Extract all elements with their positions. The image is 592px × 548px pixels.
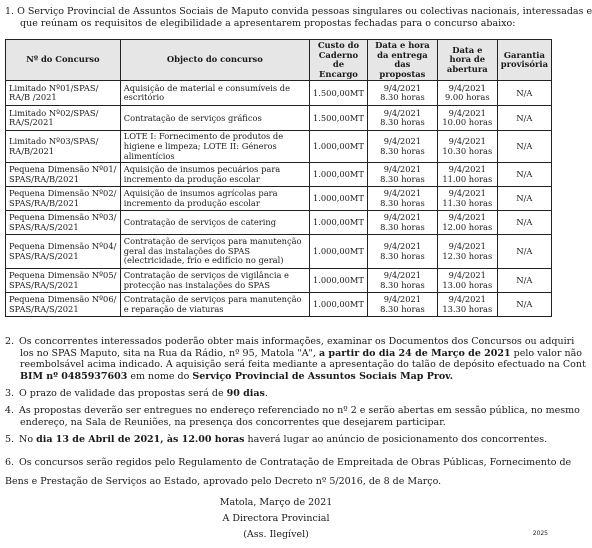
- p2-line-3: reembolsável acima indicado. A aquisição será feita mediante a apresentação do talão de depósito efectuado na Cont: [20, 359, 586, 370]
- cell-object: Aquisição de insumos pecuários para incremento da produção escolar: [120, 163, 309, 187]
- cell-object: Contratação de serviços para manutenção e reparação de viaturas: [120, 293, 309, 317]
- paragraph-4: [5, 405, 580, 428]
- cell-opening: 9/4/2021 11.00 horas: [437, 163, 497, 187]
- cell-delivery: 9/4/2021 8.30 horas: [367, 269, 437, 293]
- cell-num: Pequena Dimensão Nº04/ SPAS/RA/S/2021: [6, 235, 121, 269]
- cell-object: Contratação de serviços de catering: [120, 211, 309, 235]
- paragraph-5: 5. No dia 13 de Abril de 2021, às 12.00 horas haverá lugar ao anúncio de posicionamento dos concorrentes.: [5, 434, 548, 445]
- cell-object: Contratação de serviços gráficos: [120, 106, 309, 131]
- p2-line-2: los no SPAS Maputo, sita na Rua da Rádio, nº 95, Matola "A", a partir do dia 24 de Março de 2021 pelo valor não: [20, 347, 582, 359]
- cell-num: Pequena Dimensão Nº05/ SPAS/RA/S/2021: [6, 269, 121, 293]
- table-row: [6, 187, 552, 211]
- cell-object: Contratação de serviços para manutenção geral das instalações do SPAS (electricidade, frio e edifício no geral): [120, 235, 309, 269]
- footer-place-date: Matola, Março de 2021: [219, 497, 333, 508]
- table-row: [6, 106, 552, 131]
- cell-num: Limitado Nº01/SPAS/ RA/B /2021: [6, 81, 121, 106]
- tender-table: [5, 39, 552, 317]
- cell-delivery: 9/4/2021 8.30 horas: [367, 131, 437, 163]
- cell-object: Aquisição de insumos agrícolas para incremento da produção escolar: [120, 187, 309, 211]
- paragraph-number: 6.: [5, 457, 15, 468]
- table-row: [6, 163, 552, 187]
- table-row: [6, 131, 552, 163]
- cell-delivery: 9/4/2021 8.30 horas: [367, 187, 437, 211]
- cell-cost: 1.000,00MT: [309, 187, 367, 211]
- paragraph-number: 3.: [5, 388, 15, 399]
- paragraph-number: 5.: [5, 434, 15, 445]
- cell-cost: 1.500,00MT: [309, 81, 367, 106]
- cell-delivery: 9/4/2021 8.30 horas: [367, 106, 437, 131]
- table-row: [6, 235, 552, 269]
- intro-paragraph: [5, 6, 592, 29]
- p4-line-1: As propostas deverão ser entregues no endereço referenciado no nº 2 e serão abertas em sessão pública, no mesmo: [19, 405, 580, 416]
- table-header-row: [6, 40, 552, 81]
- p4-line-2: endereço, na Sala de Reuniões, na presença dos concorrentes que desejarem participar.: [20, 416, 446, 428]
- cell-delivery: 9/4/2021 8.30 horas: [367, 211, 437, 235]
- cell-cost: 1.000,00MT: [309, 293, 367, 317]
- cell-cost: 1.000,00MT: [309, 235, 367, 269]
- p6-line-1: Os concursos serão regidos pelo Regulamento de Contratação de Empreitada de Obras Públicas, Fornecimento de: [19, 457, 572, 468]
- cell-opening: 9/4/2021 13.00 horas: [437, 269, 497, 293]
- cell-num: Pequena Dimensão Nº02/ SPAS/RA/B/2021: [6, 187, 121, 211]
- cell-opening: 9/4/2021 11.30 horas: [437, 187, 497, 211]
- cell-num: Limitado Nº03/SPAS/ RA/B/2021: [6, 131, 121, 163]
- cell-num: Pequena Dimensão Nº03/ SPAS/RA/S/2021: [6, 211, 121, 235]
- header-delivery: Data e hora da entrega das propostas: [367, 40, 437, 81]
- intro-line-1: 1. O Serviço Provincial de Assuntos Sociais de Maputo convida pessoas singulares ou colectivas nacionais, interessadas e: [5, 6, 592, 17]
- cell-delivery: 9/4/2021 8.30 horas: [367, 293, 437, 317]
- cell-cost: 1.000,00MT: [309, 269, 367, 293]
- header-object: Objecto do concurso: [120, 40, 309, 81]
- cell-opening: 9/4/2021 10.30 horas: [437, 131, 497, 163]
- cell-num: Pequena Dimensão Nº06/ SPAS/RA/S/2021: [6, 293, 121, 317]
- paragraph-2: [5, 336, 586, 382]
- table-row: [6, 293, 552, 317]
- cell-guarantee: N/A: [497, 106, 551, 131]
- p2-line-1: Os concorrentes interessados poderão obter mais informações, examinar os Documentos dos Concursos ou adquiri: [19, 336, 575, 347]
- paragraph-number: 4.: [5, 405, 15, 416]
- table-row: [6, 211, 552, 235]
- footer-role: A Directora Provincial: [222, 513, 330, 524]
- cell-guarantee: N/A: [497, 293, 551, 317]
- cell-opening: 9/4/2021 12.00 horas: [437, 211, 497, 235]
- cell-guarantee: N/A: [497, 211, 551, 235]
- cell-guarantee: N/A: [497, 131, 551, 163]
- cell-opening: 9/4/2021 13.30 horas: [437, 293, 497, 317]
- header-guarantee: Garantia provisória: [497, 40, 551, 81]
- cell-object: Contratação de serviços de vigilância e protecção nas instalações do SPAS: [120, 269, 309, 293]
- p2-line-4: BIM nº 0485937603 em nome do Serviço Provincial de Assuntos Sociais Map Prov.: [20, 370, 454, 382]
- cell-object: LOTE I: Fornecimento de produtos de higiene e limpeza; LOTE II: Géneros alimentícios: [120, 131, 309, 163]
- table-row: [6, 81, 552, 106]
- header-cost: Custo do Caderno de Encargo: [309, 40, 367, 81]
- cell-guarantee: N/A: [497, 235, 551, 269]
- header-num: Nº do Concurso: [6, 40, 121, 81]
- cell-opening: 9/4/2021 9.00 horas: [437, 81, 497, 106]
- intro-line-2: que reúnam os requisitos de elegibilidade a apresentarem propostas fechadas para o concurso abaixo:: [20, 17, 516, 29]
- cell-cost: 1.000,00MT: [309, 211, 367, 235]
- cell-guarantee: N/A: [497, 163, 551, 187]
- cell-cost: 1.500,00MT: [309, 106, 367, 131]
- paragraph-6: [5, 453, 572, 491]
- cell-opening: 9/4/2021 10.00 horas: [437, 106, 497, 131]
- table-row: [6, 269, 552, 293]
- cell-num: Limitado Nº02/SPAS/ RA/S/2021: [6, 106, 121, 131]
- cell-delivery: 9/4/2021 8.30 horas: [367, 81, 437, 106]
- cell-delivery: 9/4/2021 8.30 horas: [367, 235, 437, 269]
- paragraph-number: 2.: [5, 336, 15, 347]
- header-opening: Data e hora de abertura: [437, 40, 497, 81]
- paragraph-3: 3. O prazo de validade das propostas será de 90 dias.: [5, 388, 268, 399]
- cell-cost: 1.000,00MT: [309, 163, 367, 187]
- cell-guarantee: N/A: [497, 81, 551, 106]
- page-code: 2025: [532, 530, 548, 537]
- cell-delivery: 9/4/2021 8.30 horas: [367, 163, 437, 187]
- cell-cost: 1.000,00MT: [309, 131, 367, 163]
- cell-opening: 9/4/2021 12.30 horas: [437, 235, 497, 269]
- cell-guarantee: N/A: [497, 187, 551, 211]
- p6-line-2: Bens e Prestação de Serviços ao Estado, aprovado pelo Decreto nº 5/2016, de 8 de Março.: [5, 476, 442, 487]
- cell-guarantee: N/A: [497, 269, 551, 293]
- cell-object: Aquisição de material e consumíveis de escritório: [120, 81, 309, 106]
- footer-signature: (Ass. Ilegível): [243, 529, 309, 540]
- cell-num: Pequena Dimensão Nº01/ SPAS/RA/B/2021: [6, 163, 121, 187]
